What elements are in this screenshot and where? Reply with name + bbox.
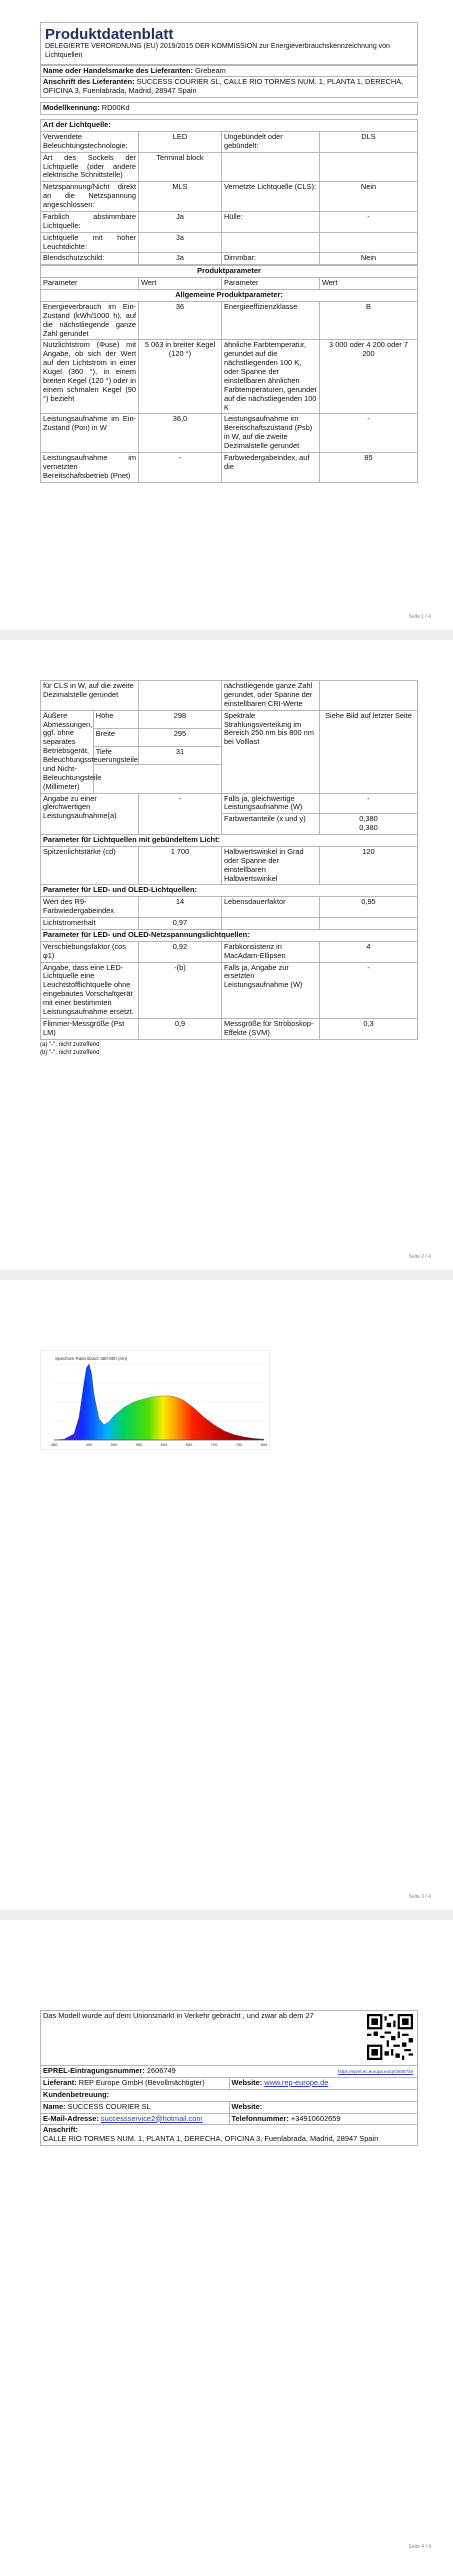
website-label: Website:	[231, 2077, 263, 2087]
chart-title: Spectrum Ratio Band: 380-800 (nm)	[55, 1356, 128, 1361]
dim-name: Breite	[93, 728, 138, 746]
param-value: 36	[139, 301, 222, 340]
email-cell	[41, 2113, 230, 2125]
supplier-name-label: Name oder Handelsmarke des Lieferanten:	[43, 65, 193, 75]
param-label: Netzspannung/Nicht direkt an die Netzspannung angeschlossen:	[41, 182, 139, 212]
light-source-row	[41, 253, 418, 265]
website-link[interactable]: www.rep-europe.de	[264, 2077, 329, 2087]
col-value-2: Wert	[319, 278, 417, 290]
chrom-value-2: 0,380 0,380	[319, 814, 417, 835]
supplier-table	[40, 65, 418, 116]
lieferant-label: Lieferant:	[43, 2077, 77, 2087]
supplier-name-row	[41, 65, 418, 77]
supplier-address-label: Anschrift des Lieferanten:	[43, 77, 135, 87]
product-param-row	[41, 340, 418, 414]
flicker-value: 0,9	[139, 1018, 222, 1039]
param-value: 85	[319, 452, 417, 482]
x-tick-label: 380	[50, 1442, 58, 1447]
dim-value: 295	[139, 728, 222, 746]
email-label: E-Mail-Adresse:	[43, 2113, 99, 2123]
title-block	[40, 22, 418, 65]
product-param-row	[41, 301, 418, 340]
led-header: Parameter für LED- und OLED-Lichtquellen:	[41, 885, 418, 897]
phone-label: Telefonnummer:	[231, 2113, 289, 2123]
doc-title: Produktdatenblatt	[45, 26, 174, 43]
eprel-row	[41, 2066, 418, 2078]
spectral-value: Siehe Bild auf letzter Seite	[319, 710, 417, 793]
param-label: Leistungsaufnahme im Bereitschaftszustand (Psb) in W, auf die zweite Dezimalstelle gerundet	[221, 414, 319, 453]
chrom-label-2: Farbwertanteile (x und y)	[221, 814, 319, 835]
param-label: Lichtquelle mit hoher Leuchtdichte:	[41, 232, 139, 253]
page-2	[0, 640, 453, 1270]
qr-code[interactable]	[367, 2014, 413, 2060]
x-tick-label: 700	[210, 1442, 218, 1447]
cont-left: für CLS in W, auf die zweite Dezimalstelle gerundet	[41, 681, 139, 711]
param-value: DLS	[319, 131, 417, 152]
supplier-address-row	[41, 77, 418, 98]
phone-value: +34910602659	[290, 2113, 341, 2123]
beam-label: Halbwertswinkel in Grad oder Spanne der einstellbaren Halbwertswinkel	[221, 846, 319, 885]
param-label: Hülle:	[221, 211, 319, 232]
life-label: Lebensdauerfaktor	[221, 897, 319, 918]
param-value	[319, 232, 417, 253]
general-params-header: Allgemeine Produktparameter:	[41, 290, 418, 302]
param-value: -	[319, 414, 417, 453]
x-tick-label: 750	[235, 1442, 243, 1447]
spectrum-chart	[40, 1350, 270, 1450]
x-tick-label: 600	[160, 1442, 168, 1447]
r9-value: 14	[139, 897, 222, 918]
name-value: SUCCESS COURIER SL	[67, 2101, 151, 2111]
param-label: Nutzlichtstrom (Φuse) mit Angabe, ob sich der Wert auf den Lichtstrom in einer Kugel (360 °), in einem breiten Kegel (120 °) oder in einem schmalen Kegel (90 °) bezieht	[41, 340, 139, 414]
r9-label: Wert des R9-Farbwiedergabeindex	[41, 897, 139, 918]
param-label	[221, 232, 319, 253]
dim-name: Höhe	[93, 710, 138, 728]
light-source-row	[41, 152, 418, 182]
col-param-1: Parameter	[41, 278, 139, 290]
eprel-link[interactable]: https://eprel.ec.europa.eu/qr/2606749	[337, 2069, 413, 2074]
chrom-value-1: -	[319, 793, 417, 814]
col-param-2: Parameter	[221, 278, 319, 290]
page-1	[0, 0, 453, 630]
macadam-value: 4	[319, 941, 417, 962]
param-label: ähnliche Farbtemperatur, gerundet auf die nächstliegenden 100 K, oder Spanne der einstellbaren ähnlichen Farbtemperaturen, gerundet auf die nächstliegenden 100 K	[221, 340, 319, 414]
page-4	[0, 1920, 453, 2560]
cont-right: nächstliegende ganze Zahl gerundet, oder Spanne der einstellbaren CRI-Werte	[221, 681, 319, 711]
directional-header: Parameter für Lichtquellen mit gebündeltem Licht:	[41, 835, 418, 847]
supplier-address-value: SUCCESS COURIER SL, CALLE RIO TORMES NUM. 1, PLANTA 1, DERECHA, OFICINA 3, Fuenlabrada, Madrid, 28947 Spain	[43, 77, 404, 96]
param-value: 36,0	[139, 414, 222, 453]
param-value: 5 063 in breiter Kegel (120 °)	[139, 340, 222, 414]
param-label: Blendschutzschild:	[41, 253, 139, 265]
fluor-label: Angabe, dass eine LED-Lichtquelle eine Leuchtstofflichtquelle ohne eingebautes Vorschaltgerät mit einer bestimmten Leistungsaufnahme ersetzt.	[41, 962, 139, 1018]
macadam-label: Farbkonsistenz in MacAdam-Ellipsen	[221, 941, 319, 962]
page-number: Seite 4 / 4	[408, 2544, 431, 2550]
cos-value: 0,92	[139, 941, 222, 962]
x-tick-label: 550	[135, 1442, 143, 1447]
eprel-label: EPREL-Eintragungsnummer:	[43, 2066, 145, 2075]
param-label: Leistungsaufnahme im Ein-Zustand (Pon) in W	[41, 414, 139, 453]
param-label: Dimmbar:	[221, 253, 319, 265]
page4-table	[40, 2010, 418, 2146]
param-value: Ja	[139, 253, 222, 265]
light-source-row	[41, 131, 418, 152]
light-source-table	[40, 119, 418, 265]
param-label: Verwendete Beleuchtungstechnologie:	[41, 131, 139, 152]
address-cell	[41, 2125, 418, 2146]
param-value: MLS	[139, 182, 222, 212]
param-label: Energieverbrauch im Ein-Zustand (kWh/1000 h), auf die nächstliegende ganze Zahl gerundet	[41, 301, 139, 340]
param-label: Ungebündelt oder gebündelt:	[221, 131, 319, 152]
customer-header: Kundenbetreuung:	[41, 2089, 418, 2101]
dims-label: Äußere Abmessungen, ggf. ohne separates Betriebsgerät, Beleuchtungssteuerungsteile und Nicht-Beleuchtungsteile (Millimeter)	[41, 710, 94, 793]
name-cell	[41, 2101, 230, 2113]
page-number: Seite 3 / 4	[408, 1894, 431, 1900]
param-value: -	[319, 211, 417, 232]
dim-name: Tiefe	[93, 746, 138, 764]
market-row	[41, 2011, 418, 2066]
regulation-text: DELEGIERTE VERORDNUNG (EU) 2019/2015 DER KOMMISSION zur Energieverbrauchskennzeichnung von Lichtquellen	[45, 43, 390, 59]
param-value: Terminal block	[139, 152, 222, 182]
dim-value: 298	[139, 710, 222, 728]
strobo-value: 0,3	[319, 1018, 417, 1039]
page-3	[0, 1280, 453, 1910]
x-tick-label: 800	[260, 1442, 268, 1447]
product-param-row	[41, 414, 418, 453]
col-value-1: Wert	[139, 278, 222, 290]
param-value: Nein	[319, 182, 417, 212]
param-label: Art des Sockels der Lichtquelle (oder andere elektrische Schnittstelle)	[41, 152, 139, 182]
param-value: 3 000 oder 4 200 oder 7 200	[319, 340, 417, 414]
maint-value: 0,97	[139, 918, 222, 930]
light-source-row	[41, 182, 418, 212]
equiv-value: -	[139, 793, 222, 835]
dim-value: 31	[139, 746, 222, 764]
mains-header: Parameter für LED- und OLED-Netzspannungslichtquellen:	[41, 929, 418, 941]
peak-value: 1 700	[139, 846, 222, 885]
param-value: LED	[139, 131, 222, 152]
param-label: Farblich abstimmbare Lichtquelle:	[41, 211, 139, 232]
spectral-label: Spektrale Strahlungsverteilung im Bereich 250 nm bis 800 nm bei Volllast	[221, 710, 319, 793]
email-link[interactable]: successservice2@hotmail.com	[100, 2113, 203, 2123]
lieferant-value: REP Europe GmbH (Bevollmächtigter)	[78, 2077, 205, 2087]
market-intro: Das Modell wurde auf dem Unionsmarkt in Verkehr gebracht , und zwar ab dem 27	[43, 2011, 314, 2020]
model-label: Modellkennung:	[43, 103, 100, 113]
name-label: Name:	[43, 2101, 66, 2111]
phone-cell	[229, 2113, 418, 2125]
peak-label: Spitzenlichtstärke (cd)	[41, 846, 139, 885]
x-tick-label: 500	[110, 1442, 118, 1447]
eprel-value: 2606749	[146, 2066, 176, 2075]
param-label: Leistungsaufnahme im vernetzten Bereitschaftsbetrieb (Pnet)	[41, 452, 139, 482]
beam-value: 120	[319, 846, 417, 885]
param-value	[319, 152, 417, 182]
life-value: 0,95	[319, 897, 417, 918]
supplier-name-value: Grebeam	[194, 65, 226, 75]
website-cell	[229, 2077, 418, 2089]
param-label: Energieeffizienzklasse	[221, 301, 319, 340]
param-value: Nein	[319, 253, 417, 265]
strobo-label: Messgröße für Stroboskop-Effekte (SVM)	[221, 1018, 319, 1039]
param-value: B	[319, 301, 417, 340]
product-param-row	[41, 452, 418, 482]
footnote-a: (a) "-": nicht zutreffend;	[40, 1041, 102, 1048]
fluor-r-label: Falls ja, Angabe zur ersetzten Leistungsaufnahme (W)	[221, 962, 319, 1018]
equiv-label: Angabe zu einer gleichwertigen Leistungsaufnahme(a)	[41, 793, 139, 835]
address-label: Anschrift:	[43, 2125, 78, 2135]
param-value: Ja	[139, 211, 222, 232]
lieferant-cell	[41, 2077, 230, 2089]
page2-table	[40, 680, 418, 1040]
x-tick-label: 450	[85, 1442, 93, 1447]
param-label	[221, 152, 319, 182]
model-value: RD00Kd	[101, 103, 130, 113]
page-number: Seite 1 / 4	[408, 614, 431, 620]
cos-label: Verschiebungsfaktor (cos φ1)	[41, 941, 139, 962]
website2-label: Website:	[231, 2101, 263, 2111]
light-source-row	[41, 211, 418, 232]
param-label: Farbwiedergabeindex, auf die	[221, 452, 319, 482]
page-number: Seite 2 / 4	[408, 1254, 431, 1260]
website2-cell	[229, 2101, 418, 2113]
model-row	[41, 103, 418, 115]
fluor-r-value: -	[319, 962, 417, 1018]
light-source-header: Art der Lichtquelle:	[41, 120, 418, 132]
fluor-value: -(b)	[139, 962, 222, 1018]
footnote-b: (b) "-": nicht zutreffend;	[40, 1049, 102, 1056]
chrom-label-1: Falls ja, gleichwertige Leistungsaufnahme (W)	[221, 793, 319, 814]
param-value: Ja	[139, 232, 222, 253]
param-label: Vernetzte Lichtquelle (CLS):	[221, 182, 319, 212]
param-value: -	[139, 452, 222, 482]
address-value: CALLE RIO TORMES NUM. 1, PLANTA 1, DERECHA, OFICINA 3, Fuenlabrada, Madrid, 28947 Spain	[43, 2134, 379, 2144]
maint-label: Lichtstromerhalt	[41, 918, 139, 930]
light-source-row	[41, 232, 418, 253]
product-params-table	[40, 265, 418, 482]
product-params-header: Produktparameter	[41, 266, 418, 278]
x-tick-label: 650	[185, 1442, 193, 1447]
flicker-label: Flimmer-Messgröße (Pst LM)	[41, 1018, 139, 1039]
